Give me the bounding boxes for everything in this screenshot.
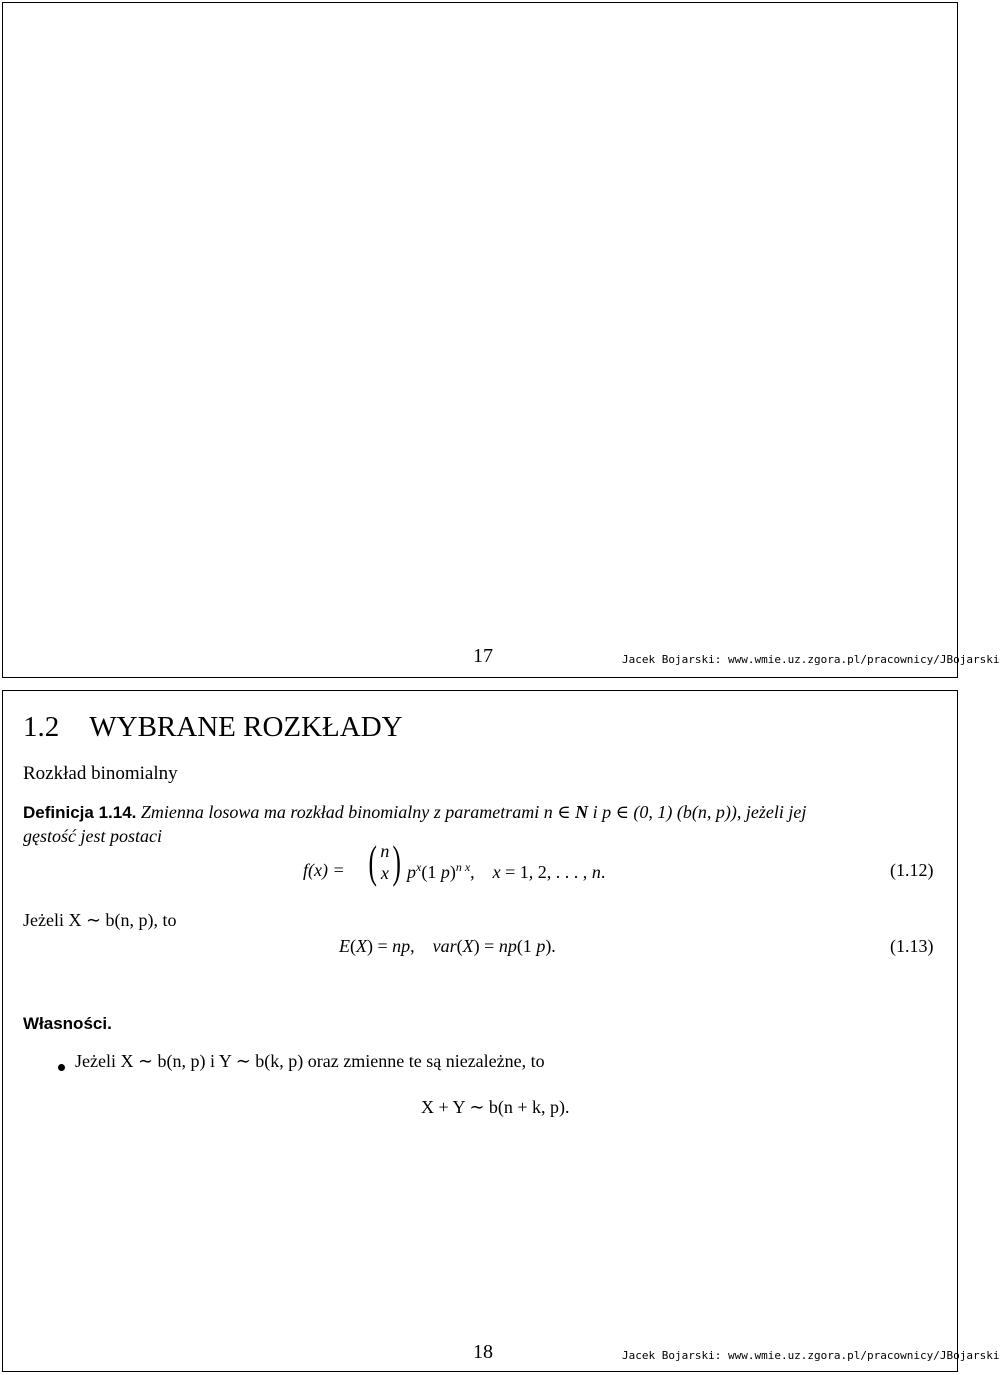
- definition-line-1: [23, 802, 806, 823]
- wlasnosci-heading: Własności.: [23, 1014, 112, 1033]
- page-18: [2, 690, 1000, 1372]
- eq-sum: X + Y ∼ b(n + k, p).: [421, 1097, 570, 1117]
- binomial-stack: [380, 840, 389, 884]
- binom-bottom: x: [380, 863, 389, 883]
- page-number: 18: [473, 1341, 493, 1363]
- page-number: 17: [473, 645, 493, 667]
- definition-label: Definicja 1.14.: [23, 803, 137, 822]
- eq-1-13: E(X) = np, var(X) = np(1 p).: [339, 936, 556, 956]
- subsection-heading: Rozkład binomialny: [23, 763, 178, 784]
- section-heading: [23, 711, 403, 744]
- author-credit: Jacek Bojarski: www.wmie.uz.zgora.pl/pracownicy/JBojarski: [622, 1349, 1000, 1362]
- page-17: [2, 2, 1000, 678]
- jezeli-line: Jeżeli X ∼ b(n, p), to: [23, 910, 177, 930]
- left-paren: (: [368, 836, 377, 887]
- binomial-coefficient: [365, 836, 405, 887]
- eq-1-12-rhs: $p^x(1$ p)$^{n x}$, x = 1, 2, . . . , n.: [407, 860, 606, 882]
- section-title: WYBRANE ROZKŁADY: [89, 711, 403, 743]
- bullet-dot: [58, 1058, 65, 1076]
- author-credit: Jacek Bojarski: www.wmie.uz.zgora.pl/pracownicy/JBojarski: [622, 653, 1000, 666]
- bullet-item-1: Jeżeli X ∼ b(n, p) i Y ∼ b(k, p) oraz zmienne te są niezależne, to: [75, 1051, 545, 1071]
- section-number: 1.2: [23, 711, 60, 743]
- natural-numbers-symbol: N: [575, 802, 589, 822]
- eq-number-1-13: (1.13): [890, 936, 934, 956]
- eq-number-1-12: (1.12): [890, 860, 934, 880]
- definition-text-cont: i p ∈ (0, 1) (b(n, p)), jeżeli jej: [592, 802, 807, 822]
- eq-1-12-lhs: f(x) =: [303, 860, 345, 880]
- definition-line-2: gęstość jest postaci: [23, 826, 162, 846]
- definition-text: Zmienna losowa ma rozkład binomialny z parametrami n ∈: [140, 802, 571, 822]
- right-paren: ): [392, 836, 402, 887]
- binom-top: n: [380, 841, 390, 861]
